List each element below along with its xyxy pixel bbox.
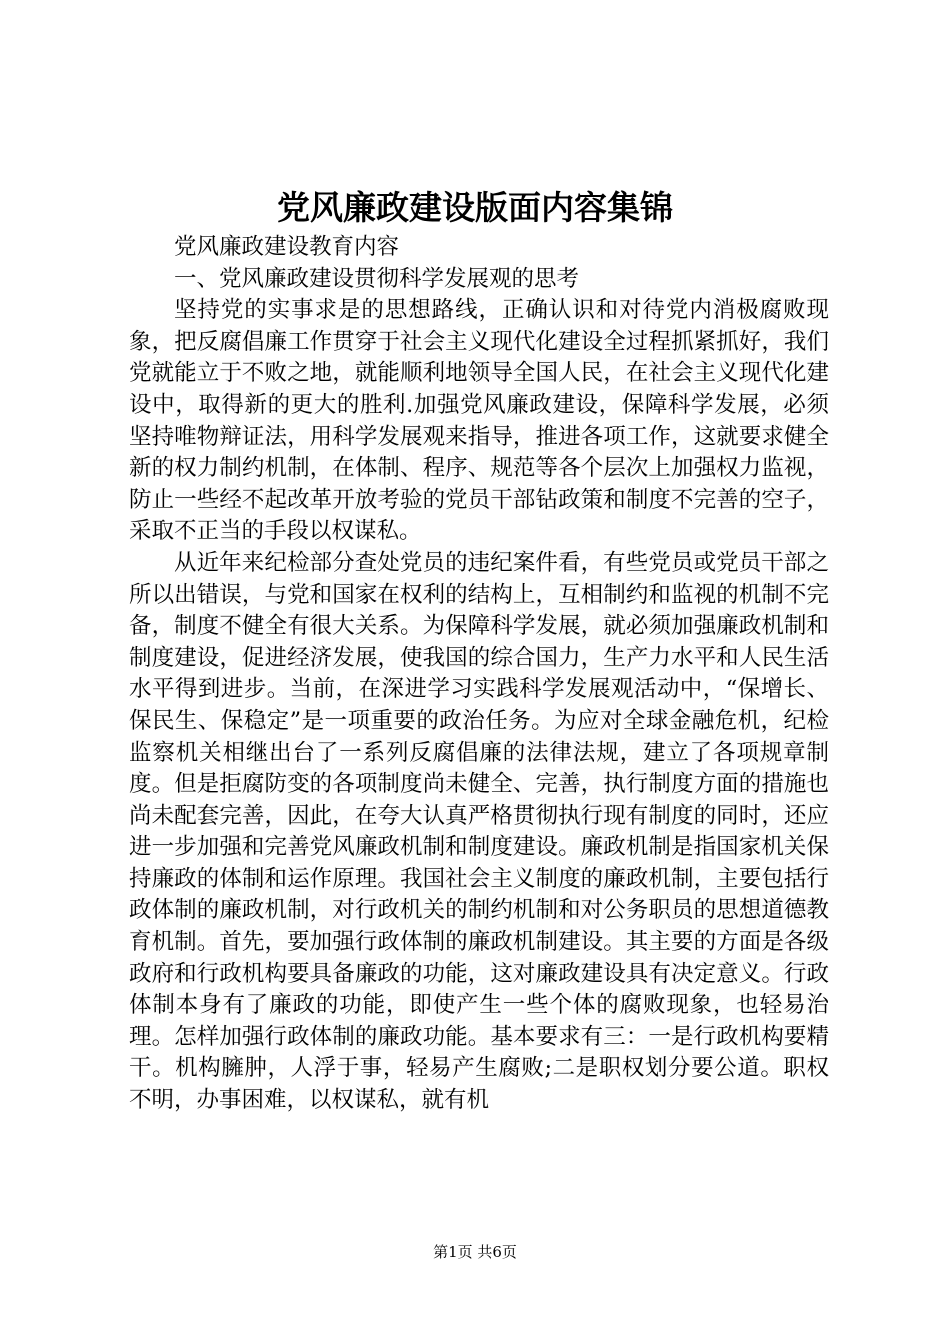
page-number-footer: 第1页 共6页 xyxy=(433,1243,517,1261)
section-heading: 一、党风廉政建设贯彻科学发展观的思考 xyxy=(174,265,580,292)
subtitle: 党风廉政建设教育内容 xyxy=(174,234,400,260)
document-title: 党风廉政建设版面内容集锦 xyxy=(277,188,673,227)
body-paragraph-1: 坚持党的实事求是的思想路线，正确认识和对待党内消极腐败现象，把反腐倡廉工作贯穿于社会主义现代化建设全过程抓紧抓好，我们党就能立于不败之地，就能顺利地领导全国人民，在社会主义现代化建设中，取得新的更大的胜利.加强党风廉政建设，保障科学发展，必须坚持唯物辩证法，用科学发展观来指导，推进各项工作，这就要求健全新的权力制约机制，在体制、程序、规范等各个层次上加强权力监视，防止一些经不起改革开放考验的党员干部钻政策和制度不完善的空子，采取不正当的手段以权谋私。 xyxy=(129,297,829,545)
document-body xyxy=(129,232,829,1117)
body-paragraph-2: 从近年来纪检部分查处党员的违纪案件看，有些党员或党员干部之所以出错误，与党和国家在权利的结构上，互相制约和监视的机制不完备，制度不健全有很大关系。为保障科学发展，就必须加强廉政机制和制度建设，促进经济发展，使我国的综合国力，生产力水平和人民生活水平得到进步。当前，在深进学习实践科学发展观活动中，“保增长、保民生、保稳定”是一项重要的政治任务。为应对全球金融危机，纪检监察机关相继出台了一系列反腐倡廉的法律法规，建立了各项规章制度。但是拒腐防变的各项制度尚未健全、完善，执行制度方面的措施也尚未配套完善，因此，在夸大认真严格贯彻执行现有制度的同时，还应进一步加强和完善党风廉政机制和制度建设。廉政机制是指国家机关保持廉政的体制和运作原理。我国社会主义制度的廉政机制，主要包括行政体制的廉政机制，对行政机关的制约机制和对公务职员的思想道德教育机制。首先，要加强行政体制的廉政机制建设。其主要的方面是各级政府和行政机构要具备廉政的功能，这对廉政建设具有决定意义。行政体制本身有了廉政的功能，即使产生一些个体的腐败现象，也轻易治理。怎样加强行政体制的廉政功能。基本要求有三：一是行政机构要精干。机构臃肿，人浮于事，轻易产生腐败;二是职权划分要公道。职权不明，办事困难，以权谋私，就有机 xyxy=(129,549,829,1114)
